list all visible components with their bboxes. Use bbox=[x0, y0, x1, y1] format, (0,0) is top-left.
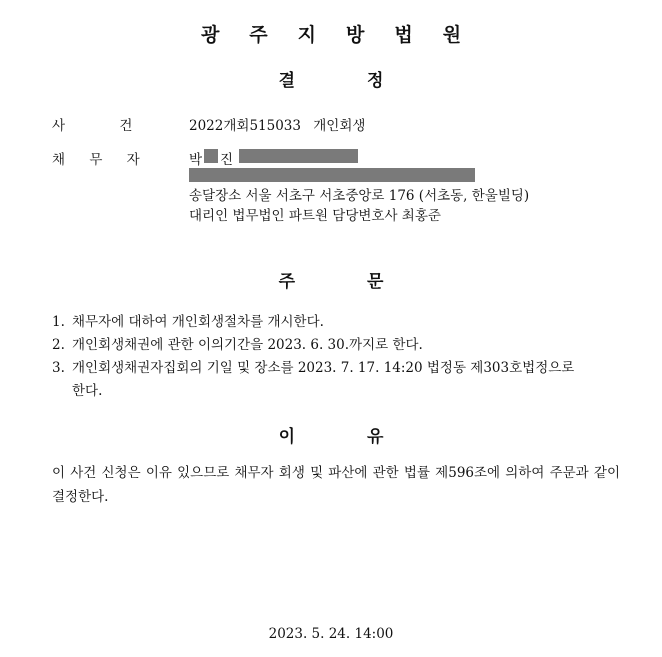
document-title: 결정 bbox=[278, 71, 456, 91]
reason-paragraph: 이 사건 신청은 이유 있으므로 채무자 회생 및 파산에 관한 법률 제596조에 의하여 주문과 같이 결정한다. bbox=[52, 465, 620, 505]
redaction-block bbox=[204, 149, 218, 163]
case-label: 사 건 bbox=[52, 118, 133, 134]
decision-date: 2023. 5. 24. 14:00 bbox=[268, 626, 394, 642]
order-item bbox=[52, 310, 324, 330]
order-item bbox=[52, 356, 574, 376]
court-name: 광주지방법원 bbox=[200, 24, 492, 46]
order-item-number: 2. bbox=[52, 337, 65, 353]
delivery-address: 송달장소 서울 서초구 서초중앙로 176 (서초동, 한울빌딩) bbox=[189, 188, 530, 204]
legal-agent: 대리인 법무법인 파트원 담당변호사 최홍준 bbox=[189, 208, 441, 224]
order-item-text-continued: 한다. bbox=[72, 383, 103, 399]
order-item-text: 채무자에 대하여 개인회생절차를 개시한다. bbox=[72, 314, 324, 330]
redaction-block bbox=[239, 149, 358, 163]
order-item bbox=[52, 333, 423, 353]
order-item-text: 개인회생채권에 관한 이의기간을 2023. 6. 30.까지로 한다. bbox=[72, 337, 423, 353]
debtor-name-last: 진 bbox=[220, 152, 234, 168]
order-heading: 주문 bbox=[278, 272, 456, 292]
debtor-label: 채 무 자 bbox=[52, 152, 140, 168]
reason-heading: 이유 bbox=[278, 427, 456, 447]
order-item-text: 개인회생채권자집회의 기일 및 장소를 2023. 7. 17. 14:20 법정동 제303호법정으로 bbox=[72, 360, 575, 376]
case-number: 2022개회515033 개인회생 bbox=[189, 118, 366, 134]
order-item-number: 1. bbox=[52, 314, 65, 330]
redaction-block bbox=[189, 168, 475, 182]
debtor-name-first: 박 bbox=[189, 152, 203, 168]
order-item-number: 3. bbox=[52, 360, 65, 376]
